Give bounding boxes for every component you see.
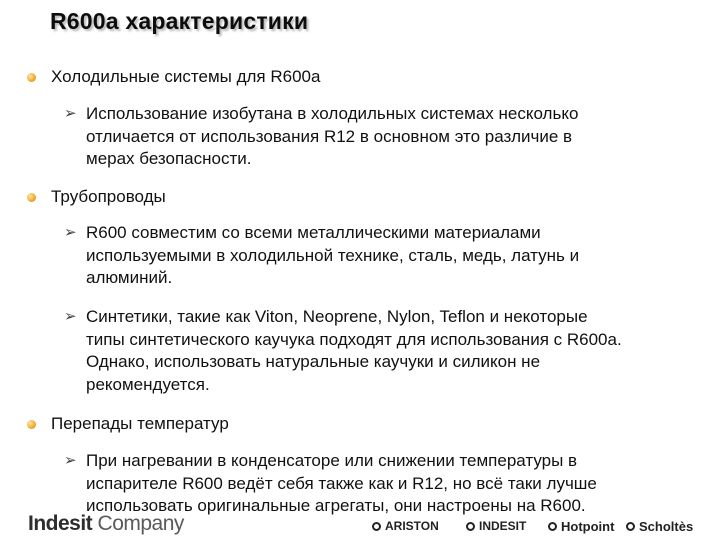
footer-logos xyxy=(0,510,720,540)
sub-item xyxy=(64,306,720,396)
brand-label: Hotpoint xyxy=(561,519,615,534)
sub-text xyxy=(86,222,720,290)
sub-text-line: При нагревании в конденсаторе или снижении температуры в xyxy=(86,451,578,470)
sub-text-line: испарителе R600 ведёт себя также как и R12, но всё таки лучше xyxy=(86,473,597,493)
sub-item xyxy=(64,103,720,171)
bullet-item xyxy=(27,66,320,88)
brand-label: INDESIT xyxy=(479,519,527,533)
sub-text-line: используемыми в холодильной технике, сталь, медь, латунь и xyxy=(86,245,580,265)
sub-text xyxy=(86,103,720,171)
bullet-dot-icon xyxy=(27,193,36,202)
bullet-dot-icon xyxy=(27,73,36,82)
sub-item xyxy=(64,222,720,290)
hotpoint-ring-icon xyxy=(548,522,557,531)
hotpoint-logo xyxy=(548,519,614,534)
sub-text-line: алюминий. xyxy=(86,268,173,287)
brand-label: Scholtès xyxy=(639,519,694,534)
indesit-logo xyxy=(466,519,526,533)
bullet-text: Перепады температур xyxy=(51,414,229,433)
scholtes-ring-icon xyxy=(626,522,635,531)
arrow-bullet-icon: ➢ xyxy=(64,452,77,469)
indesit-ring-icon xyxy=(466,522,475,531)
sub-text-line: Однако, использовать натуральные каучуки и силикон не xyxy=(86,352,541,371)
sub-text xyxy=(86,450,720,518)
sub-text-line: отличается от использования R12 в основном это различие в xyxy=(86,126,573,146)
indesit-company-logo xyxy=(28,512,184,536)
sub-text-line: Синтетики, такие как Viton, Neoprene, Nylon, Teflon и некоторые xyxy=(86,307,588,326)
arrow-bullet-icon: ➢ xyxy=(64,224,77,241)
sub-text-line: мерах безопасности. xyxy=(86,149,252,168)
slide-title: R600a характеристики xyxy=(50,8,309,34)
sub-text xyxy=(86,306,720,396)
bullet-item xyxy=(27,413,229,435)
bullet-text: Холодильные системы для R600a xyxy=(51,67,321,86)
sub-text-line: использовать оригинальные агрегаты, они настроены на R600. xyxy=(86,496,586,515)
brand-label: ARISTON xyxy=(385,519,439,533)
bullet-dot-icon xyxy=(27,420,36,429)
sub-text-line: R600 совместим со всеми металлическими материалами xyxy=(86,223,541,242)
sub-text-line: рекомендуется. xyxy=(86,374,210,394)
logo-light-text: Company xyxy=(92,512,184,535)
scholtes-logo xyxy=(626,519,693,534)
arrow-bullet-icon: ➢ xyxy=(64,308,77,325)
sub-item xyxy=(64,450,720,518)
ariston-logo xyxy=(372,519,439,533)
bullet-item xyxy=(27,186,166,208)
ariston-ring-icon xyxy=(372,522,381,531)
logo-bold-text: Indesit xyxy=(28,512,93,535)
sub-text-line: типы синтетического каучука подходят для использования с R600a. xyxy=(86,329,622,349)
sub-text-line: Использование изобутана в холодильных системах несколько xyxy=(86,104,579,123)
bullet-text: Трубопроводы xyxy=(51,187,166,206)
arrow-bullet-icon: ➢ xyxy=(64,105,77,122)
